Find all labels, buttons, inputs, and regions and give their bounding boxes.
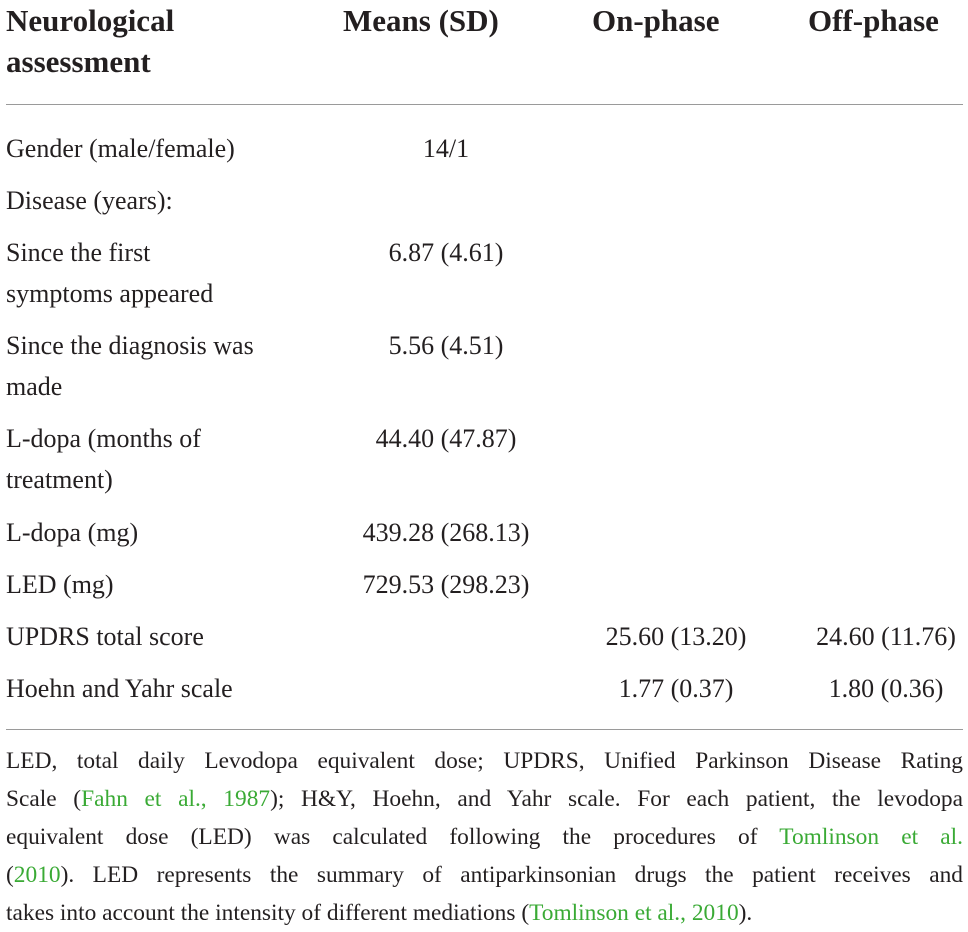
- citation-link-tomlinson-2[interactable]: Tomlinson et al., 2010: [529, 900, 739, 926]
- column-header-means: Means (SD): [343, 3, 499, 38]
- footnote-line: equivalent dose (LED) was calculated following the procedures of Tomlinson et al.: [6, 824, 963, 850]
- footnote-line: Scale (Fahn et al., 1987); H&Y, Hoehn, and Yahr scale. For each patient, the levodopa: [6, 786, 964, 812]
- row-label: L-dopa (mg): [6, 518, 139, 547]
- column-header-assessment-line1: Neurological: [6, 3, 175, 38]
- column-header-on-phase: On-phase: [592, 3, 720, 38]
- row-label: Hoehn and Yahr scale: [6, 674, 233, 703]
- column-header-assessment-line2: assessment: [6, 44, 151, 79]
- footnote-line: takes into account the intensity of different mediations (Tomlinson et al., 2010).: [6, 900, 753, 926]
- row-means-value: 44.40 (47.87): [375, 424, 517, 453]
- row-means-value: 14/1: [422, 134, 470, 163]
- citation-link-tomlinson-year[interactable]: 2010: [13, 862, 61, 888]
- column-header-off-phase: Off-phase: [808, 3, 939, 38]
- row-label: Since the first symptoms appeared: [6, 238, 214, 308]
- footnote-line: (2010). LED represents the summary of antiparkinsonian drugs the patient receives and: [6, 862, 963, 888]
- row-means-value: 439.28 (268.13): [362, 518, 530, 547]
- row-means-value: 6.87 (4.61): [388, 238, 504, 267]
- row-off-phase-value: 1.80 (0.36): [828, 674, 944, 703]
- footnote-line: LED, total daily Levodopa equivalent dose; UPDRS, Unified Parkinson Disease Rating: [6, 748, 963, 774]
- row-label: L-dopa (months of treatment): [6, 424, 201, 494]
- header-divider: [6, 104, 963, 105]
- row-label: Since the diagnosis was made: [6, 331, 254, 401]
- row-on-phase-value: 1.77 (0.37): [618, 674, 734, 703]
- row-means-value: 5.56 (4.51): [388, 331, 504, 360]
- row-label: LED (mg): [6, 570, 114, 599]
- column-header-assessment: [6, 0, 174, 82]
- row-off-phase-value: 24.60 (11.76): [816, 622, 956, 651]
- citation-link-fahn[interactable]: Fahn et al., 1987: [81, 786, 271, 812]
- table-footnote: [6, 742, 963, 932]
- footer-divider: [6, 729, 963, 730]
- citation-link-tomlinson[interactable]: Tomlinson et al.: [779, 824, 963, 850]
- row-on-phase-value: 25.60 (13.20): [605, 622, 747, 651]
- row-label: Gender (male/female): [6, 134, 235, 163]
- row-label: UPDRS total score: [6, 622, 204, 651]
- row-label: Disease (years):: [6, 186, 173, 215]
- row-means-value: 729.53 (298.23): [362, 570, 530, 599]
